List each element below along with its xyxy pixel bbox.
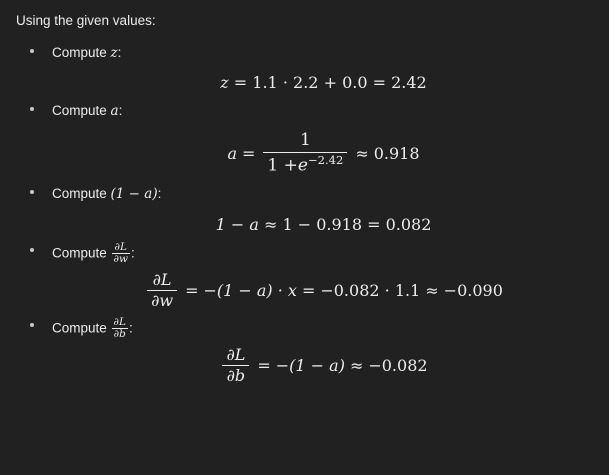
list-item [14,184,595,242]
step-label-prefix: Compute [52,245,111,260]
list-item [14,43,595,101]
eq-lhs: a [227,143,237,163]
eq-result: 0.082 [385,214,432,234]
fraction-denominator: ∂b [222,365,249,385]
eq-approx: ≈ [263,214,278,234]
equation-display [52,265,595,317]
step-label [52,242,595,265]
bullet-icon [30,49,34,53]
eq-approx: ≈ [425,281,439,301]
eq-term2: 2.2 [293,73,319,93]
step-label [52,43,595,64]
steps-list [14,43,595,391]
step-label-prefix: Compute [52,44,111,60]
list-item [14,101,595,184]
eq-result: 0.918 [373,143,420,163]
eq-result: 2.42 [391,73,427,93]
fraction-denominator [263,152,347,176]
eq-equals: = [367,214,381,234]
step-label-suffix: : [128,319,133,335]
eq-lhs: z [220,73,229,93]
step-label-suffix: : [118,102,123,118]
equation-display [52,205,595,242]
eq-term1: 1.1 [252,73,278,93]
step-label-symbol: z [110,44,118,61]
step-label [52,317,595,340]
intro-text: Using the given values: [16,13,156,28]
bullet-icon [30,107,34,111]
partial-derivative-fraction [112,317,128,340]
eq-equals: = [242,143,256,163]
eq-approx: ≈ [355,143,369,163]
step-label-prefix: Compute [52,185,111,201]
fraction-numerator: ∂L [226,344,246,364]
equation-row [52,131,595,176]
bullet-icon [30,323,34,327]
bullet-icon [30,248,34,252]
eq-mid: 1 − 0.918 [282,214,363,234]
equation-display [52,340,595,392]
den-e: e [297,155,308,176]
equation-row [52,271,595,311]
fraction-numerator: 1 [299,130,311,151]
step-label-suffix: : [117,44,122,60]
eq-equals-2: = [301,281,316,301]
eq-lhs: 1 − a [215,214,259,234]
den-exponent: −2.42 [307,152,344,167]
eq-equals-2: = [372,73,387,93]
eq-result: −0.082 [368,355,428,375]
eq-equals: = [257,355,271,375]
list-item [14,242,595,317]
fraction-numerator: ∂L [152,269,172,289]
step-label-suffix: : [130,245,135,260]
eq-plus: + [323,73,337,93]
den-one: 1 + [267,155,298,176]
partial-derivative-fraction [147,271,177,311]
bullet-icon [30,190,34,194]
equation-row [52,346,595,386]
partial-derivative-fraction [112,242,130,265]
step-label-prefix: Compute [52,102,111,118]
eq-approx: ≈ [349,355,364,375]
fraction-numerator: ∂L [113,315,126,328]
fraction-denominator: ∂w [113,252,128,265]
fraction-denominator: ∂b [112,328,128,340]
step-label [52,184,595,205]
equation-display [52,63,595,100]
step-label-suffix: : [157,185,162,201]
step-label [52,101,595,122]
step-label-symbol: (1 − a) [110,185,158,202]
step-label-symbol: a [110,102,119,119]
eq-dot: · [282,73,288,93]
list-item [14,317,595,392]
equation-display [52,121,595,184]
eq-term3: 0.0 [342,73,368,93]
eq-equals: = [233,73,248,93]
fraction-denominator: ∂w [147,290,177,310]
eq-expression: −(1 − a) · x [203,281,297,301]
partial-derivative-fraction [222,346,249,386]
eq-result: −0.090 [443,281,503,301]
step-label-prefix: Compute [52,319,111,335]
sigmoid-fraction [263,131,347,176]
fraction-numerator: ∂L [114,240,127,253]
eq-expression: −(1 − a) [275,355,345,375]
eq-equals: = [185,281,199,301]
eq-numeric: −0.082 · 1.1 [320,281,421,301]
